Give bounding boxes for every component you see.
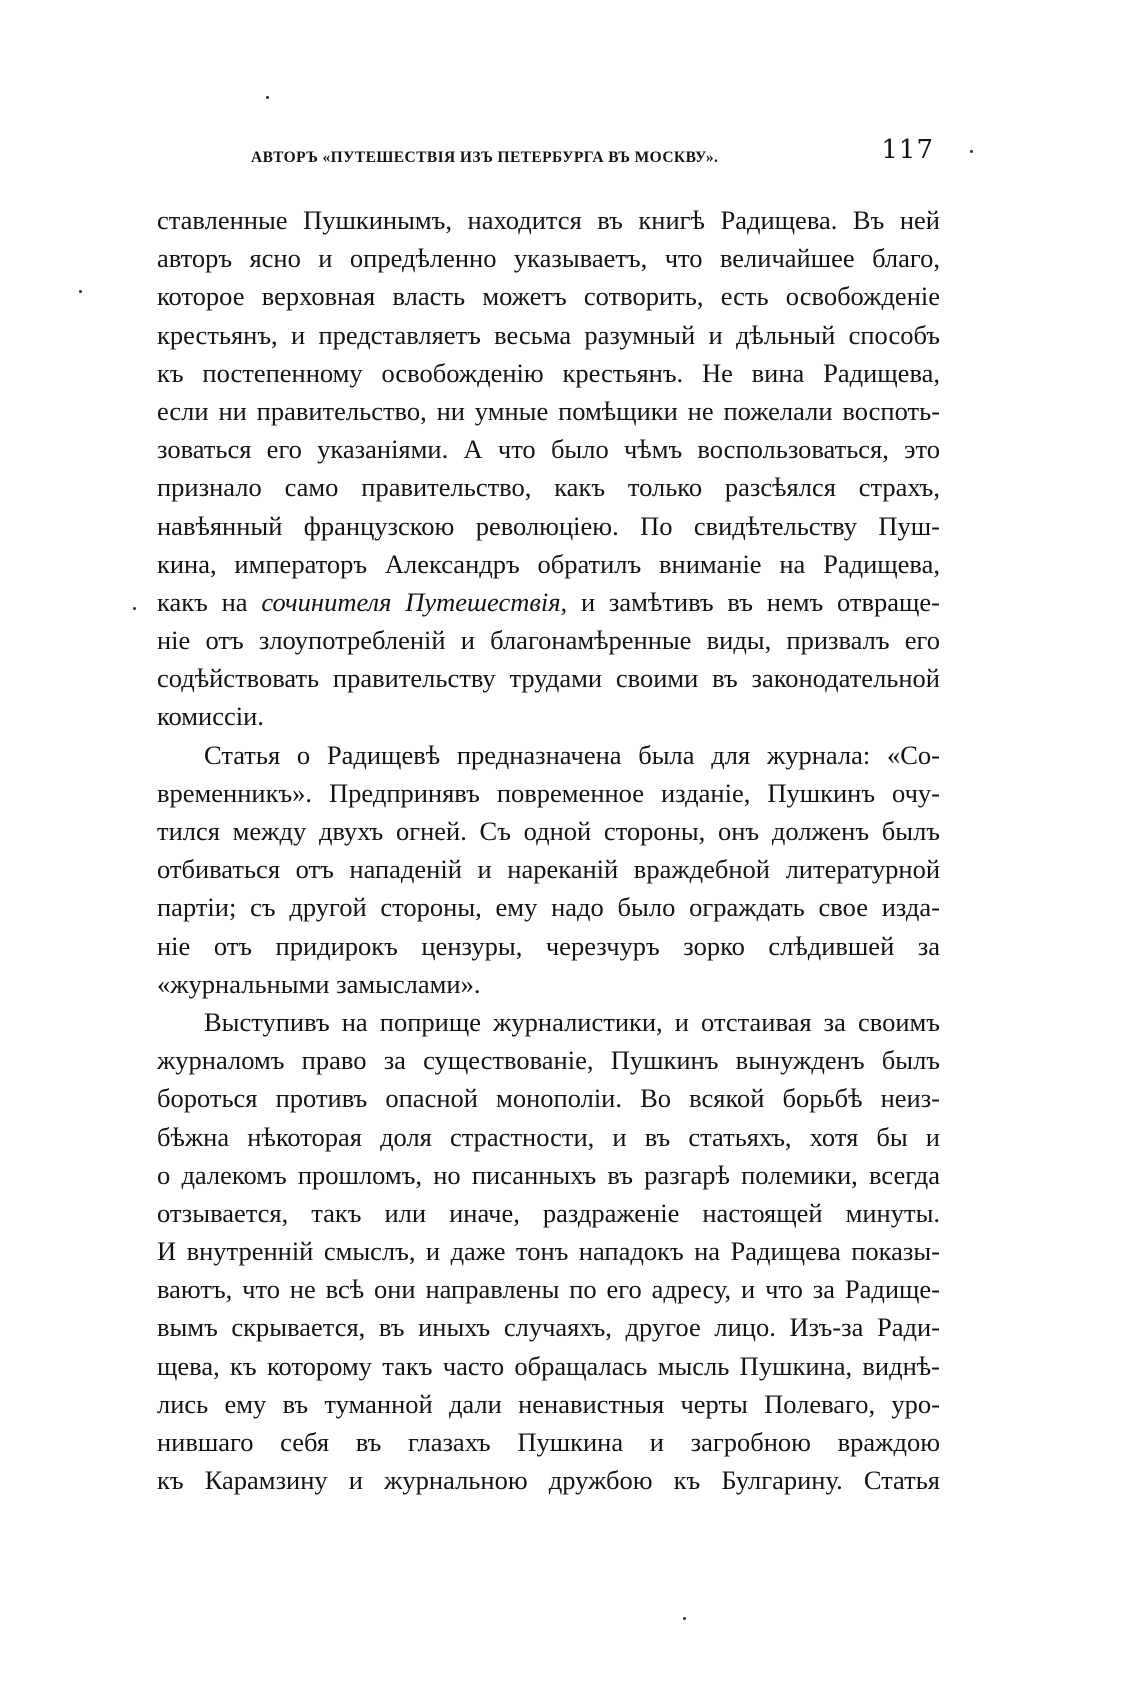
text-line: если ни правительство, ни умные помѣщики не пожелали воспоть- xyxy=(157,395,940,426)
text-line: И внутренній смыслъ, и даже тонъ нападокъ на Радищева показы- xyxy=(157,1236,940,1267)
text-line: тился между двухъ огней. Съ одной стороны, онъ долженъ былъ xyxy=(157,816,940,846)
scan-speck xyxy=(266,96,269,99)
text-line: ніе отъ злоупотребленій и благонамѣренные виды, призвалъ его xyxy=(157,625,940,656)
text-line: нившаго себя въ глазахъ Пушкина и загробною враждою xyxy=(157,1427,940,1457)
text-line: Выступивъ на поприще журналистики, и отстаивая за своимъ xyxy=(204,1006,940,1037)
text-line: къ постепенному освобожденію крестьянъ. Не вина Радищева, xyxy=(157,357,940,388)
text-line: навѣянный французскою революціею. По свидѣтельству Пуш- xyxy=(157,510,940,541)
text-line: ваютъ, что не всѣ они направлены по его адресу, и что за Радище- xyxy=(157,1274,940,1305)
scan-speck xyxy=(79,290,82,293)
text-line: вымъ скрывается, въ иныхъ случаяхъ, другое лицо. Изъ-за Ради- xyxy=(157,1312,940,1343)
text-line: крестьянъ, и представляетъ весьма разумный и дѣльный способъ xyxy=(157,319,940,350)
text-line: журналомъ право за существованіе, Пушкинъ вынужденъ былъ xyxy=(157,1045,940,1076)
scan-speck xyxy=(683,1617,686,1620)
text-line: какъ на сочинителя Путешествія, и замѣтивъ въ немъ отвраще- xyxy=(157,586,940,617)
text-line: авторъ ясно и опредѣленно указываетъ, что величайшее благо, xyxy=(157,243,940,274)
text-line: щева, къ которому такъ часто обращалась мысль Пушкина, виднѣ- xyxy=(157,1350,940,1381)
text-line: Статья о Радищевѣ предназначена была для журнала: «Со- xyxy=(204,739,940,770)
text-line: бѣжна нѣкоторая доля страстности, и въ статьяхъ, хотя бы и xyxy=(157,1121,940,1152)
text-line: которое верховная власть можетъ сотворить, есть освобожденіе xyxy=(157,281,940,312)
text-line: кина, императоръ Александръ обратилъ вниманіе на Радищева, xyxy=(157,548,940,579)
text-line: зоваться его указаніями. А что было чѣмъ воспользоваться, это xyxy=(157,434,940,465)
page-header xyxy=(150,133,950,173)
text-line: ніе отъ придирокъ цензуры, черезчуръ зорко слѣдившей за xyxy=(157,930,940,961)
italic-phrase: сочинителя Путешествія, xyxy=(261,586,568,617)
text-line: къ Карамзину и журнальною дружбою къ Булгарину. Статья xyxy=(157,1465,940,1496)
text-line: «журнальными замыслами». xyxy=(157,968,481,999)
body-text xyxy=(157,201,940,1499)
page-number: 117 xyxy=(881,135,934,165)
scan-speck xyxy=(133,607,136,610)
text-line: партіи; съ другой стороны, ему надо было ограждать свое изда- xyxy=(157,892,940,923)
text-line: отбиваться отъ нападеній и нареканій враждебной литературной xyxy=(157,854,940,885)
text-line: комиссіи. xyxy=(157,701,264,732)
text-line: отзывается, такъ или иначе, раздраженіе настоящей минуты. xyxy=(157,1197,940,1228)
running-title: АВТОРЪ «ПУТЕШЕСТВІЯ ИЗЪ ПЕТЕРБУРГА ВЪ МОСКВУ». xyxy=(251,149,719,166)
scan-speck xyxy=(970,150,973,153)
text-line: ставленные Пушкинымъ, находится въ книгѣ Радищева. Въ ней xyxy=(157,205,940,235)
text-line: лись ему въ туманной дали ненавистныя черты Полеваго, уро- xyxy=(157,1388,940,1419)
text-line: временникъ». Предпринявъ повременное изданіе, Пушкинъ очу- xyxy=(157,777,940,808)
text-line: признало само правительство, какъ только разсѣялся страхъ, xyxy=(157,472,940,503)
text-line: бороться противъ опасной монополіи. Во всякой борьбѣ неиз- xyxy=(157,1083,940,1114)
text-line: о далекомъ прошломъ, но писанныхъ въ разгарѣ полемики, всегда xyxy=(157,1159,940,1190)
text-line: содѣйствовать правительству трудами своими въ законодательной xyxy=(157,663,940,694)
